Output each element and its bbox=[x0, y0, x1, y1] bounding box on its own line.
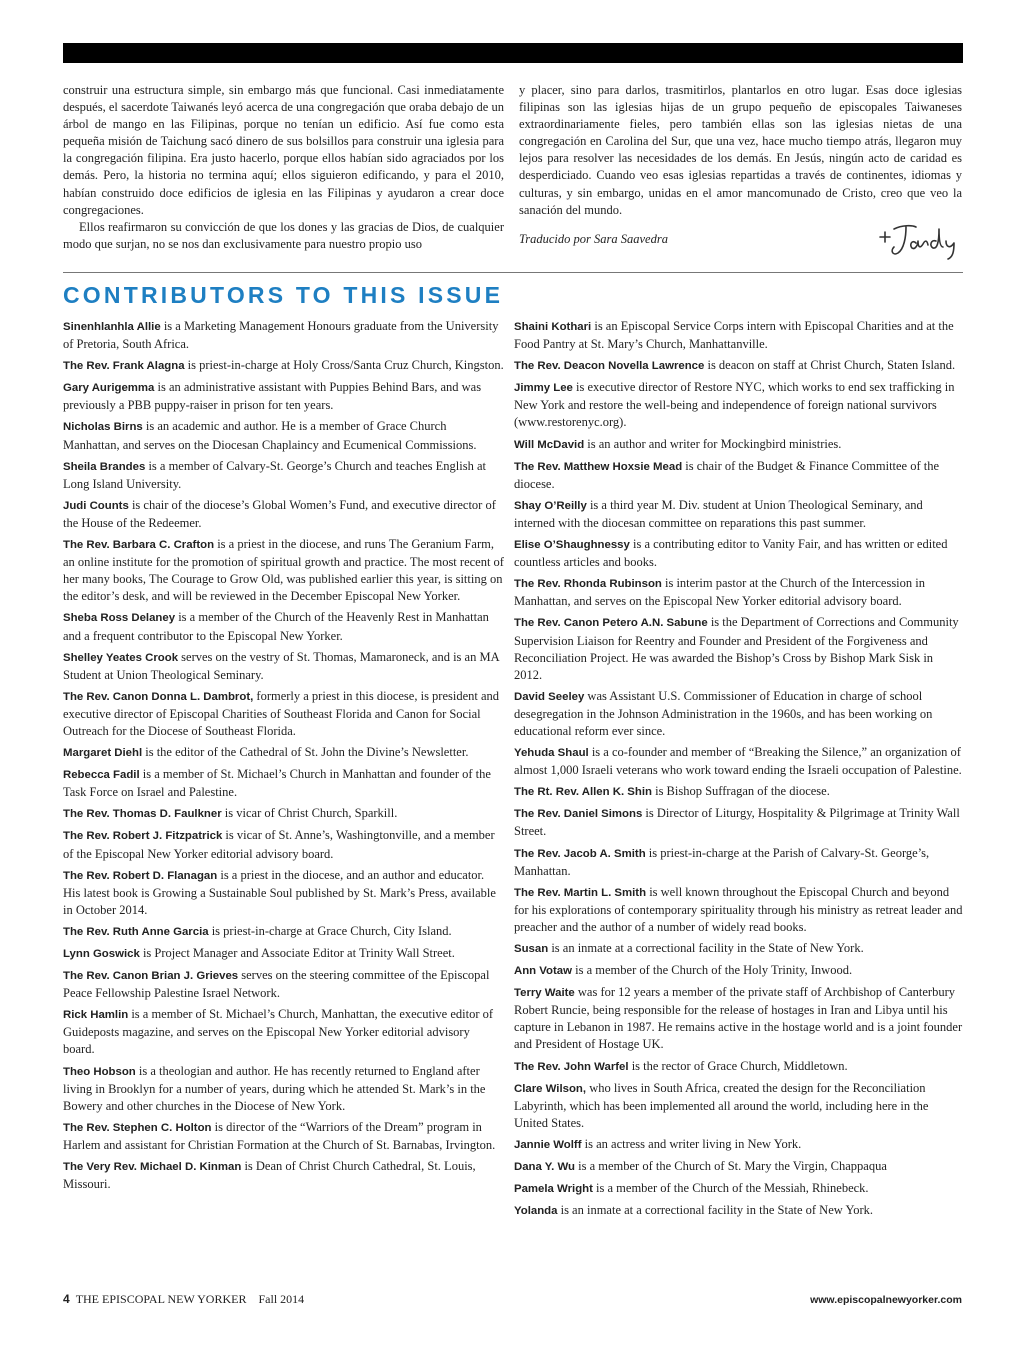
contributor-entry bbox=[63, 649, 504, 684]
contributor-name: Terry Waite bbox=[514, 987, 575, 1000]
contributor-entry bbox=[63, 967, 504, 1002]
contributor-bio: serves on the steering committee of the Episcopal Peace Fellowship Palestine Israel Network. bbox=[63, 968, 490, 1001]
contributor-bio: is a member of the Church of the Heavenly Rest in Manhattan and a frequent contributor to the Episcopal New Yorker. bbox=[63, 610, 489, 643]
contributor-entry bbox=[514, 1158, 963, 1176]
contributor-bio: is vicar of Christ Church, Sparkill. bbox=[224, 806, 398, 821]
contributor-entry bbox=[63, 688, 504, 740]
contributor-entry bbox=[514, 614, 963, 683]
contributor-entry bbox=[63, 1158, 504, 1193]
contributor-bio: is the rector of Grace Church, Middletown. bbox=[631, 1058, 848, 1073]
contributor-bio: is a co-founder and member of “Breaking the Silence,” an organization of almost 1,000 Israeli veterans who work toward ending the Israeli occupation of Palestine. bbox=[514, 745, 962, 778]
contributor-bio: was for 12 years a member of the private staff of Archbishop of Canterbury Robert Runcie, being responsible for the release of hostages in Iran and Libya until his capture in Lebanon in 1987. He remains active in the hostage world and is a joint founder and President of Hostage UK. bbox=[514, 985, 963, 1052]
contributor-bio: is a Marketing Management Honours graduate from the University of Pretoria, South Africa. bbox=[63, 319, 499, 352]
contributor-name: The Very Rev. Michael D. Kinman bbox=[63, 1161, 242, 1174]
contributor-bio: is a member of the Church of the Holy Trinity, Inwood. bbox=[575, 963, 853, 978]
contributor-entry bbox=[63, 1006, 504, 1058]
contributor-name: Theo Hobson bbox=[63, 1065, 136, 1078]
contributor-bio: is an Episcopal Service Corps intern with Episcopal Charities and at the Food Pantry at St. Mary’s Church, Manhattanville. bbox=[514, 319, 954, 352]
contributor-bio: is an academic and author. He is a member of Grace Church Manhattan, and serves on the Diocesan Chaplaincy and Ecumenical Commissions. bbox=[63, 419, 477, 452]
publication-name: THE EPISCOPAL NEW YORKER bbox=[75, 1292, 247, 1306]
signature-andy bbox=[876, 217, 960, 261]
contributor-entry bbox=[63, 609, 504, 644]
contributor-bio: is a member of St. Michael’s Church, Manhattan, the executive editor of Guideposts magazine, and serves on the Episcopal New Yorker editorial advisory board. bbox=[63, 1007, 494, 1057]
contributor-bio: is an administrative assistant with Puppies Behind Bars, and was previously a PBB puppy-raiser in prison for ten years. bbox=[63, 380, 482, 413]
contributor-entry bbox=[63, 536, 504, 605]
contributor-entry bbox=[514, 783, 963, 801]
contributor-entry bbox=[63, 1119, 504, 1154]
contributor-entry bbox=[514, 497, 963, 532]
header-bar bbox=[63, 43, 963, 63]
contributor-name: The Rev. Canon Petero A.N. Sabune bbox=[514, 617, 708, 630]
contributor-entry bbox=[514, 845, 963, 880]
contributor-bio: is a member of St. Michael’s Church in Manhattan and founder of the Task Force on Israel and Palestine. bbox=[63, 767, 491, 800]
contributor-bio: is a contributing editor to Vanity Fair, and has written or edited countless articles and books. bbox=[514, 537, 948, 570]
contributor-name: Elise O’Shaughnessy bbox=[514, 539, 630, 552]
contributor-bio: is priest-in-charge at Grace Church, City Island. bbox=[211, 923, 452, 938]
contributor-bio: was Assistant U.S. Commissioner of Education in charge of school desegregation in the Johnson Administration in the 1960s, and has been working on educational reform ever since. bbox=[514, 688, 933, 738]
contributor-name: The Rev. Rhonda Rubinson bbox=[514, 578, 662, 591]
contributor-name: Clare Wilson, bbox=[514, 1082, 587, 1095]
contributor-bio: is chair of the diocese’s Global Women’s Fund, and executive director of the House of the Redeemer. bbox=[63, 497, 496, 530]
contributor-bio: is director of the “Warriors of the Dream” program in Harlem and assistant for Christian Formation at the Church of St. Barnabas, Irvington. bbox=[63, 1119, 496, 1152]
contributor-entry bbox=[514, 984, 963, 1053]
contributor-name: The Rev. Thomas D. Faulkner bbox=[63, 808, 222, 821]
contributor-entry bbox=[63, 923, 504, 941]
contributor-name: Nicholas Birns bbox=[63, 421, 143, 434]
contributor-bio: is Director of Liturgy, Hospitality & Pilgrimage at Trinity Wall Street. bbox=[514, 806, 960, 839]
contributor-name: Sheila Brandes bbox=[63, 460, 146, 473]
contributor-bio: is a theologian and author. He has recently returned to England after living in Brooklyn for a number of years, during which he attended St. Mark’s in the Bowery and other churches in the Diocese of New York. bbox=[63, 1063, 486, 1113]
contributor-entry bbox=[63, 945, 504, 963]
spanish-paragraph-3: y placer, sino para darlos, trasmitirlos, plantarlos en otro lugar. Esas doce iglesias filipinas son las iglesias hijas de un grupo pequeño de episcopales Taiwaneses extraordinariamente fieles, pero también ellas son las iglesias nietas de una congregación en Carolina del Sur, que una vez, hace mucho tiempo atrás, llegaron muy lejos para resolver las necesidades de los demás. En Jesús, ningún acto de caridad es desperdiciado. Cuando veo esas iglesias repartidas a través de continentes, idiomas y culturas, y sin embargo, unidas en el amor mancomunado de Cristo, creo que veo la sanación del mundo. bbox=[519, 83, 962, 217]
contributor-entry bbox=[514, 805, 963, 840]
contributor-name: The Rev. Jacob A. Smith bbox=[514, 847, 646, 860]
contributor-bio: is an author and writer for Mockingbird ministries. bbox=[587, 436, 842, 451]
spanish-article-left-column bbox=[63, 82, 504, 253]
spanish-paragraph-1: construir una estructura simple, sin embargo más que funcional. Casi inmediatamente después, el sacerdote Taiwanés leyó acerca de una congregación que oraba debajo de un árbol de mango en las Filipinas, porque no tenían un edificio. Así fue como esta pequeña misión de Taichung sacó dinero de sus bolsillos para construir una iglesia para la congregación filipina. Era justo hacerlo, porque ellos habían sido agraciados por los demás. Pero, la historia no termina aquí; ellos siguieron edificando, y para el 2010, habían construido doce edificios de iglesia en las Filipinas y ayudaron a crear doce congregaciones. bbox=[63, 83, 504, 217]
contributor-bio: formerly a priest in this diocese, is president and executive director of Episcopal Charities of Southeast Florida and Canon for Social Outreach for the Diocese of Southeast Florida. bbox=[63, 688, 500, 738]
contributor-bio: is deacon on staff at Christ Church, Staten Island. bbox=[707, 358, 956, 373]
contributor-bio: is a priest in the diocese, and an author and educator. His latest book is Growing a Sustainable Soul published by St. Mark’s Press, available in October 2014. bbox=[63, 867, 496, 917]
contributor-bio: is a member of Calvary-St. George’s Church and teaches English at Long Island University. bbox=[63, 458, 486, 491]
contributor-bio: is the editor of the Cathedral of St. John the Divine’s Newsletter. bbox=[145, 745, 469, 760]
contributor-bio: is an inmate at a correctional facility in the State of New York. bbox=[551, 941, 864, 955]
contributor-entry bbox=[63, 805, 504, 823]
contributor-entry bbox=[63, 766, 504, 801]
contributor-entry bbox=[514, 688, 963, 740]
footer-left bbox=[63, 1292, 304, 1307]
contributor-name: The Rev. Frank Alagna bbox=[63, 360, 185, 373]
contributor-entry bbox=[514, 884, 963, 936]
contributor-entry bbox=[514, 1180, 963, 1198]
contributor-entry bbox=[514, 1080, 963, 1132]
contributor-entry bbox=[514, 1202, 963, 1220]
section-divider bbox=[63, 272, 963, 273]
contributor-name: The Rev. Canon Donna L. Dambrot, bbox=[63, 690, 254, 703]
contributors-heading: CONTRIBUTORS TO THIS ISSUE bbox=[63, 282, 504, 308]
contributor-name: Yehuda Shaul bbox=[514, 747, 589, 760]
contributor-bio: is the Department of Corrections and Community Supervision Liaison for Reentry and Founder and President of the Forgiveness and Reconciliation Project. He was awarded the Bishop’s Cross by Bishop Mark Sisk in 2012. bbox=[514, 615, 959, 682]
contributor-bio: who lives in South Africa, created the design for the Reconciliation Labyrinth, which has been implemented all around the world, including here in the United States. bbox=[514, 1080, 929, 1130]
contributor-entry bbox=[63, 744, 504, 762]
contributor-name: The Rev. Daniel Simons bbox=[514, 808, 643, 821]
contributor-bio: is Project Manager and Associate Editor at Trinity Wall Street. bbox=[142, 946, 455, 960]
issue-date: Fall 2014 bbox=[258, 1292, 305, 1306]
contributor-bio: is Dean of Christ Church Cathedral, St. Louis, Missouri. bbox=[63, 1159, 476, 1192]
contributor-entry bbox=[514, 536, 963, 571]
contributor-name: Dana Y. Wu bbox=[514, 1161, 575, 1174]
contributor-name: The Rev. Robert J. Fitzpatrick bbox=[63, 830, 223, 843]
contributor-entry bbox=[514, 318, 963, 353]
contributor-entry bbox=[63, 1063, 504, 1115]
contributor-bio: is a third year M. Div. student at Union Theological Seminary, and interned with the diocesan committee on reparations this past summer. bbox=[514, 497, 923, 530]
contributor-entry bbox=[63, 318, 504, 353]
contributor-entry bbox=[514, 575, 963, 610]
contributor-name: Jimmy Lee bbox=[514, 382, 573, 395]
contributor-name: Ann Votaw bbox=[514, 965, 573, 978]
contributor-name: Rick Hamlin bbox=[63, 1009, 129, 1022]
contributor-name: Margaret Diehl bbox=[63, 747, 143, 760]
contributor-bio: is a member of the Church of St. Mary the Virgin, Chappaqua bbox=[578, 1159, 887, 1174]
contributor-entry bbox=[514, 379, 963, 431]
contributors-right-column bbox=[514, 318, 963, 1224]
contributor-name: David Seeley bbox=[514, 690, 585, 703]
page-number: 4 bbox=[63, 1292, 70, 1306]
contributor-name: Jannie Wolff bbox=[514, 1138, 582, 1151]
contributor-name: The Rt. Rev. Allen K. Shin bbox=[514, 786, 652, 799]
contributor-name: Shelley Yeates Crook bbox=[63, 651, 179, 664]
contributor-name: Will McDavid bbox=[514, 438, 585, 451]
contributor-bio: is interim pastor at the Church of the Intercession in Manhattan, and serves on the Episcopal New Yorker editorial advisory board. bbox=[514, 576, 926, 609]
contributor-bio: is priest-in-charge at Holy Cross/Santa Cruz Church, Kingston. bbox=[187, 358, 504, 373]
contributor-entry bbox=[63, 867, 504, 919]
contributor-name: Sheba Ross Delaney bbox=[63, 612, 176, 625]
contributor-name: The Rev. Robert D. Flanagan bbox=[63, 869, 218, 882]
contributor-bio: is priest-in-charge at the Parish of Calvary-St. George’s, Manhattan. bbox=[514, 845, 930, 878]
contributor-entry bbox=[514, 436, 963, 454]
contributor-name: The Rev. Martin L. Smith bbox=[514, 886, 647, 899]
contributor-entry bbox=[514, 357, 963, 375]
contributor-name: Shay O’Reilly bbox=[514, 499, 587, 512]
translator-credit: Traducido por Sara Saavedra bbox=[519, 231, 668, 246]
contributor-name: The Rev. Matthew Hoxsie Mead bbox=[514, 460, 683, 473]
contributor-name: Lynn Goswick bbox=[63, 948, 140, 960]
contributor-entry bbox=[514, 962, 963, 980]
contributor-entry bbox=[63, 379, 504, 414]
contributor-entry bbox=[63, 418, 504, 453]
contributor-bio: is a member of the Church of the Messiah, Rhinebeck. bbox=[596, 1181, 869, 1196]
contributor-entry bbox=[514, 458, 963, 493]
contributor-bio: is an actress and writer living in New York. bbox=[584, 1136, 802, 1151]
contributor-bio: is an inmate at a correctional facility in the State of New York. bbox=[560, 1203, 874, 1218]
spanish-paragraph-2: Ellos reafirmaron su convicción de que los dones y las gracias de Dios, de cualquier modo que surjan, no se nos dan exclusivamente para nuestro propio uso bbox=[63, 219, 504, 251]
contributor-name: Sinenhlanhla Allie bbox=[63, 321, 161, 333]
contributor-name: The Rev. Barbara C. Crafton bbox=[63, 539, 215, 552]
contributor-name: The Rev. John Warfel bbox=[514, 1060, 629, 1073]
contributor-bio: is executive director of Restore NYC, which works to end sex trafficking in New York and restore the well-being and independence of foreign national survivors (www.restorenyc.org). bbox=[514, 380, 955, 430]
contributor-entry bbox=[514, 1058, 963, 1076]
contributor-name: The Rev. Stephen C. Holton bbox=[63, 1121, 212, 1134]
contributor-name: The Rev. Deacon Novella Lawrence bbox=[514, 360, 705, 373]
contributor-entry bbox=[514, 744, 963, 779]
contributor-name: Shaini Kothari bbox=[514, 321, 592, 333]
contributor-entry bbox=[63, 827, 504, 862]
contributor-entry bbox=[514, 1136, 963, 1154]
contributor-name: Rebecca Fadil bbox=[63, 769, 140, 782]
contributor-bio: is Bishop Suffragan of the diocese. bbox=[655, 784, 830, 799]
contributor-name: Judi Counts bbox=[63, 499, 129, 512]
contributor-entry bbox=[514, 940, 963, 958]
contributor-bio: is a priest in the diocese, and runs The Geranium Farm, an online institute for the promotion of spiritual growth and practice. The most recent of her many books, The Courage to Grow Old, was published earlier this year, is sitting on the editor’s desk, and will be reviewed in the December Episcopal New Yorker. bbox=[63, 537, 504, 604]
contributor-name: Susan bbox=[514, 943, 549, 955]
contributor-bio: is chair of the Budget & Finance Committee of the diocese. bbox=[514, 458, 940, 491]
contributor-name: Gary Aurigemma bbox=[63, 382, 155, 395]
contributor-entry bbox=[63, 458, 504, 493]
contributor-name: Pamela Wright bbox=[514, 1183, 593, 1196]
contributor-entry bbox=[63, 497, 504, 532]
website-url: www.episcopalnewyorker.com bbox=[810, 1294, 962, 1306]
contributor-name: The Rev. Ruth Anne Garcia bbox=[63, 925, 209, 938]
contributor-bio: is vicar of St. Anne’s, Washingtonville, and a member of the Episcopal New Yorker editorial advisory board. bbox=[63, 828, 495, 861]
contributor-name: The Rev. Canon Brian J. Grieves bbox=[63, 970, 239, 983]
contributor-entry bbox=[63, 357, 504, 375]
contributors-left-column bbox=[63, 318, 504, 1197]
contributor-bio: is well known throughout the Episcopal Church and beyond for his explorations of contemporary spirituality through his ministry as retreat leader and preacher and the author of a number of widely read books. bbox=[514, 884, 963, 934]
contributor-name: Yolanda bbox=[514, 1205, 558, 1218]
contributor-bio: serves on the vestry of St. Thomas, Mamaroneck, and is an MA Student at Union Theological Seminary. bbox=[63, 649, 499, 682]
